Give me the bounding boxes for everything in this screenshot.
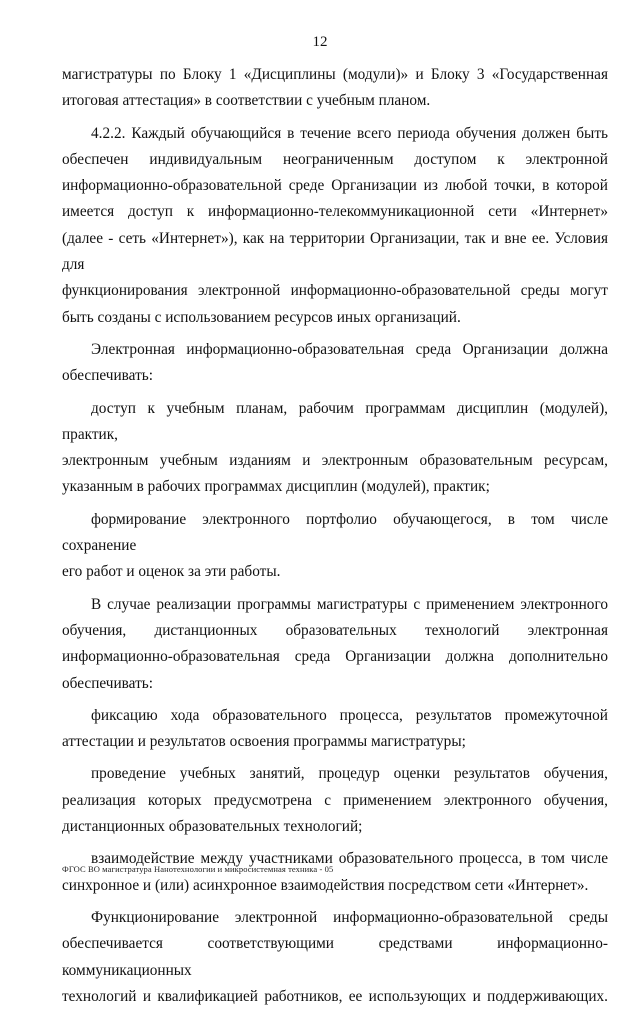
body-line: обеспечен индивидуальным неограниченным доступом к электронной xyxy=(62,150,608,168)
body-line: быть созданы с использованием ресурсов иных организаций. xyxy=(62,308,461,326)
body-line: обеспечивается соответствующими средствами информационно-коммуникационных xyxy=(62,935,608,979)
body-line: взаимодействие между участниками образовательного процесса, в том числе xyxy=(91,850,608,868)
body-line: итоговая аттестация» в соответствии с учебным планом. xyxy=(62,92,431,110)
body-line: аттестации и результатов освоения программы магистратуры; xyxy=(62,733,466,751)
body-line: обеспечивать: xyxy=(62,367,153,385)
body-line: 4.2.2. Каждый обучающийся в течение всего периода обучения должен быть xyxy=(91,124,608,142)
body-line: указанным в рабочих программах дисциплин (модулей), практик; xyxy=(62,478,490,496)
body-line: электронным учебным изданиям и электронным образовательным ресурсам, xyxy=(62,452,608,470)
document-footer: ФГОС ВО магистратура Нанотехнологии и микросистемная техника - 05 xyxy=(62,864,334,874)
body-line: фиксацию хода образовательного процесса, результатов промежуточной xyxy=(91,706,608,724)
body-line: информационно-образовательной среде Организации из любой точки, в которой xyxy=(62,177,608,195)
body-line: синхронное и (или) асинхронное взаимодействия посредством сети «Интернет». xyxy=(62,876,589,894)
body-line: дистанционных образовательных технологий; xyxy=(62,818,363,836)
body-line: функционирования электронной информационно-образовательной среды могут xyxy=(62,282,608,300)
page-number: 12 xyxy=(312,34,328,50)
body-line: реализация которых предусмотрена с применением электронного обучения, xyxy=(62,791,608,809)
body-line: имеется доступ к информационно-телекоммуникационной сети «Интернет» xyxy=(62,203,608,221)
body-line: В случае реализации программы магистратуры с применением электронного xyxy=(91,595,608,613)
body-line: технологий и квалификацией работников, ее использующих и поддерживающих. xyxy=(62,987,608,1005)
body-line: его работ и оценок за эти работы. xyxy=(62,563,281,581)
body-line: обеспечивать: xyxy=(62,674,153,692)
body-line: обучения, дистанционных образовательных технологий электронная xyxy=(62,621,608,639)
body-line: информационно-образовательная среда Организации должна дополнительно xyxy=(62,648,608,666)
body-line: Электронная информационно-образовательная среда Организации должна xyxy=(91,340,608,358)
body-line: (далее - сеть «Интернет»), как на территории Организации, так и вне ее. Условия для xyxy=(62,229,608,274)
body-line: формирование электронного портфолио обучающегося, в том числе сохранение xyxy=(62,510,608,555)
body-line: проведение учебных занятий, процедур оценки результатов обучения, xyxy=(91,765,608,783)
body-line: доступ к учебным планам, рабочим программам дисциплин (модулей), практик, xyxy=(62,399,608,443)
body-line: Функционирование электронной информационно-образовательной среды xyxy=(91,908,608,926)
body-line: магистратуры по Блоку 1 «Дисциплины (модули)» и Блоку 3 «Государственная xyxy=(62,66,608,83)
